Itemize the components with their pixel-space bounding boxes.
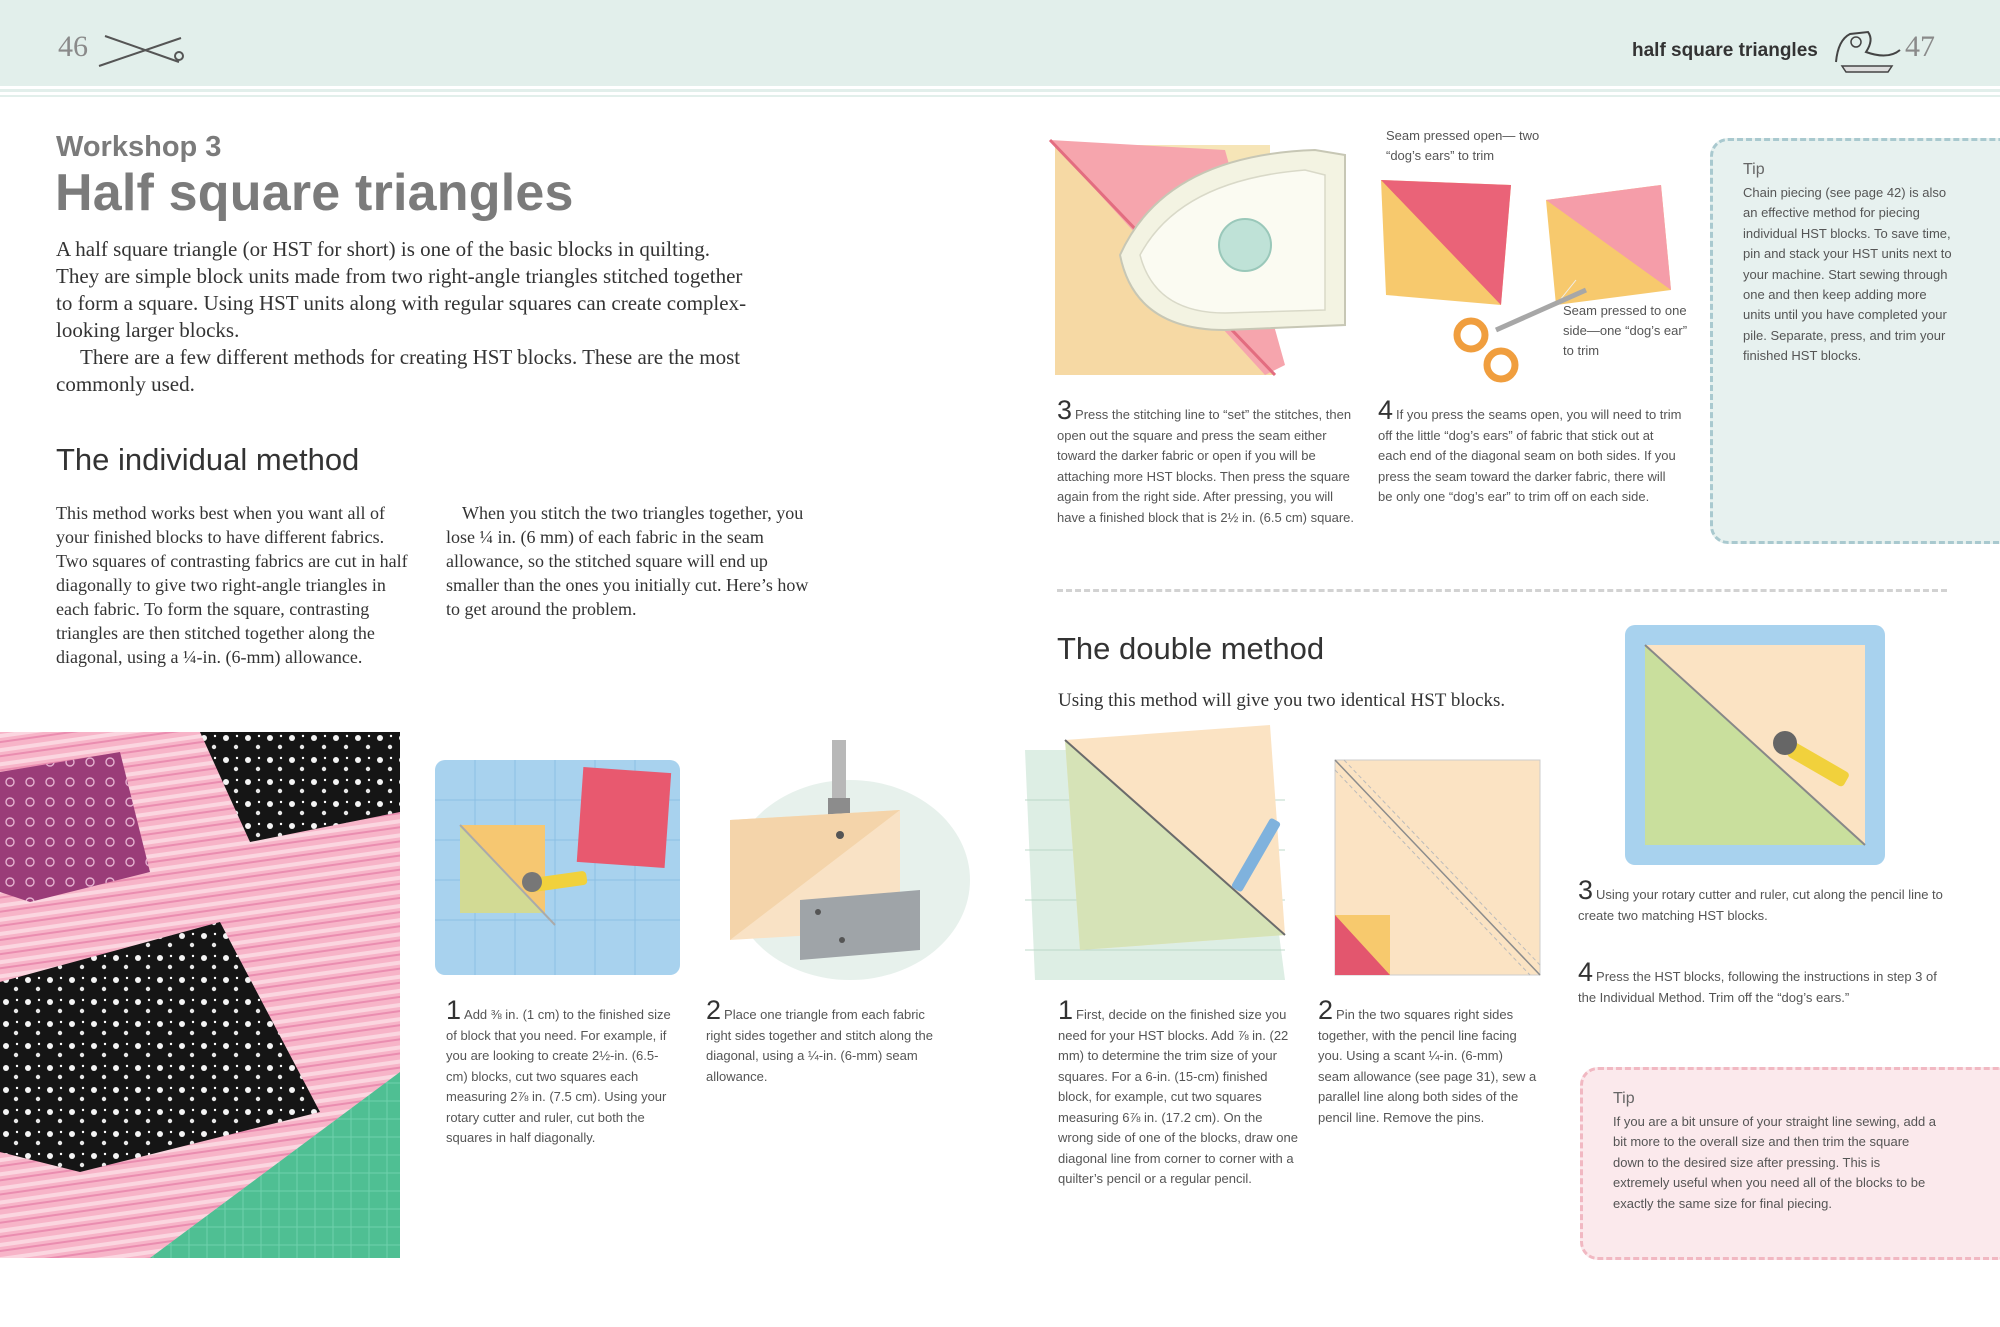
- running-head: half square triangles: [1632, 40, 1818, 61]
- double-step-3: 3 Using your rotary cutter and ruler, cut along the pencil line to create two matching HST blocks.: [1578, 875, 1943, 923]
- tip-box-straight-line: [1580, 1067, 2000, 1260]
- iron-illustration: [1045, 135, 1345, 385]
- header-rule-2: [0, 95, 2000, 97]
- double-step-4: 4 Press the HST blocks, following the instructions in step 3 of the Individual Method. Trim off the “dog’s ears.”: [1578, 957, 1937, 1005]
- cut-along-pencil-illustration: [1625, 625, 1887, 865]
- rotary-cut-illustration: [435, 760, 685, 980]
- individual-step-3: 3 Press the stitching line to “set” the stitches, then open out the square and press the seam either toward the darker fabric or open if you will be attaching more HST blocks. Then press the square again from the right side. After pressing, you will have a finished block that is 2½ in. (6.5 cm) square.: [1057, 395, 1354, 525]
- double-step-2: 2 Pin the two squares right sides together, with the pencil line facing you. Using a scant ¼-in. (6-mm) seam allowance (see page 31), sew a parallel line along both sides of the pencil line. Remove the pins.: [1318, 995, 1537, 1125]
- pins-icon: [95, 30, 185, 70]
- intro-paragraph-2: There are a few different methods for creating HST blocks. These are the most commonly used.: [56, 345, 741, 396]
- stitching-illustration: [720, 740, 970, 980]
- individual-method-heading: The individual method: [56, 442, 360, 477]
- caption-seam-open: Seam pressed open— two “dog’s ears” to trim: [1386, 128, 1540, 163]
- individual-step-1: 1 Add ⅜ in. (1 cm) to the finished size of block that you need. For example, if you are looking to create 2½-in. (6.5-cm) blocks, cut two squares each measuring 2⅞ in. (7.5 cm). Using your rotary cutter and ruler, cut both the squares in half diagonally.: [446, 995, 671, 1145]
- double-method-intro: Using this method will give you two identical HST blocks.: [1058, 690, 1506, 711]
- double-method-heading: The double method: [1057, 631, 1325, 666]
- tip-title: Tip: [1743, 161, 1765, 178]
- left-page-number: 46: [58, 30, 88, 63]
- tip-text: Chain piecing (see page 42) is also an effective method for piecing individual HST blocks. To save time, pin and stack your HST units next to your machine. Start sewing through one and then keep adding more units until you have completed your pile. Separate, press, and trim your finished HST blocks.: [1743, 185, 1952, 364]
- individual-step-2: 2 Place one triangle from each fabric right sides together and stitch along the diagonal, using a ¼-in. (6-mm) seam allowance.: [706, 995, 933, 1084]
- individual-col-1: This method works best when you want all of your finished blocks to have different fabrics. Two squares of contrasting fabrics are cut in half diagonally to give two right-angle triangles in each fabric. To form the square, contrasting triangles are then stitched together along the diagonal, using a ¼-in. (6-mm) allowance.: [56, 503, 408, 667]
- individual-step-4: 4 If you press the seams open, you will need to trim off the little “dog’s ears” of fabric that stick out at each end of the diagonal seam on both sides. If you press the seam toward the darker fabric, there will be only one “dog’s ear” to trim off on each side.: [1378, 395, 1682, 504]
- tip-title-2: Tip: [1613, 1090, 1635, 1107]
- right-page-number: 47: [1905, 30, 1935, 63]
- individual-col-2: When you stitch the two triangles together, you lose ¼ in. (6 mm) of each fabric in the seam allowance, so the stitched square will end up smaller than the ones you initially cut. Here’s how to get around the problem.: [446, 503, 809, 619]
- intro-paragraph-1: A half square triangle (or HST for short) is one of the basic blocks in quilting. They are simple block units made from two right-angle triangles stitched together to form a square. Using HST units along with regular squares can create complex-looking larger blocks.: [56, 237, 747, 342]
- double-step-1: 1 First, decide on the finished size you need for your HST blocks. Add ⅞ in. (22 mm) to determine the trim size of your squares. For a 6-in. (15-cm) finished block, for example, cut two squares measuring 6⅞ in. (17.2 cm). On the wrong side of one of the blocks, draw one diagonal line from corner to corner with a quilter’s pencil or a regular pencil.: [1058, 995, 1298, 1186]
- sewn-lines-illustration: [1330, 755, 1550, 985]
- sewing-machine-icon: [1828, 20, 1908, 76]
- tip-box-chain-piecing: [1710, 138, 2000, 544]
- workshop-kicker: Workshop 3: [56, 131, 222, 163]
- section-divider: [1057, 589, 1947, 592]
- quilt-photo: [0, 732, 400, 1258]
- header-rule: [0, 89, 2000, 92]
- pencil-line-illustration: [1025, 720, 1310, 990]
- tip-text-2: If you are a bit unsure of your straight line sewing, add a bit more to the overall size and then trim the square down to the desired size after pressing. This is extremely useful when you need all of the blocks to be exactly the same size for final piecing.: [1613, 1114, 1937, 1211]
- caption-seam-side: Seam pressed to one side—one “dog’s ear” to trim: [1563, 303, 1688, 358]
- page-title: Half square triangles: [55, 164, 574, 222]
